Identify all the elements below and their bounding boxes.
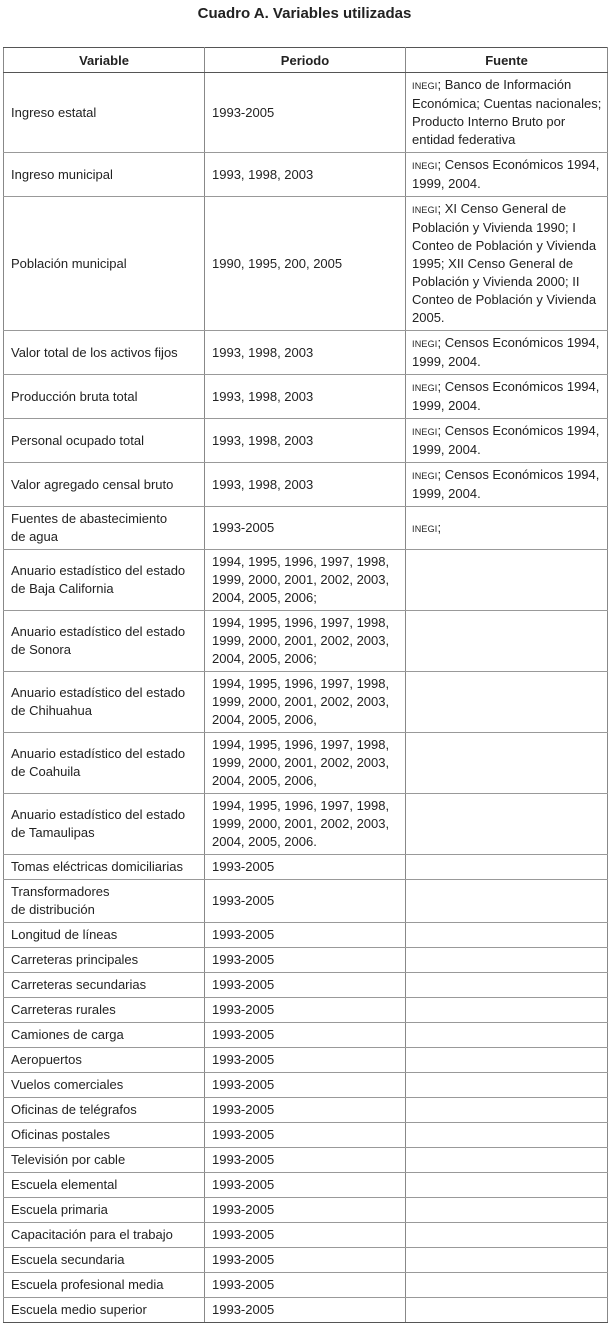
cell-periodo bbox=[205, 1173, 406, 1198]
variable-text: Anuario estadístico del estado de Baja California bbox=[11, 563, 186, 596]
periodo-text: 1993-2005 bbox=[212, 1102, 275, 1117]
fuente-prefix: INEGI bbox=[412, 523, 438, 534]
table-row bbox=[4, 197, 608, 331]
table-row bbox=[4, 794, 608, 855]
variable-text: Producción bruta total bbox=[11, 388, 138, 404]
periodo-text: 1993-2005 bbox=[212, 952, 275, 967]
fuente-text: ; bbox=[437, 519, 442, 535]
variable-text: Anuario estadístico del estado de Tamaulipas bbox=[11, 807, 186, 840]
cell-periodo bbox=[205, 1273, 406, 1298]
table-row bbox=[4, 1073, 608, 1098]
cell-periodo bbox=[205, 923, 406, 948]
variables-table bbox=[3, 47, 608, 1323]
cell-fuente bbox=[406, 1173, 608, 1198]
cell-variable bbox=[4, 611, 205, 672]
cell-fuente bbox=[406, 880, 608, 923]
fuente-text: ; Censos Económicos 1994, 1999, 2004. bbox=[412, 423, 600, 457]
table-row bbox=[4, 733, 608, 794]
cell-variable bbox=[4, 1173, 205, 1198]
table-row bbox=[4, 880, 608, 923]
cell-fuente bbox=[406, 611, 608, 672]
periodo-text: 1993-2005 bbox=[212, 1077, 275, 1092]
table-row bbox=[4, 1048, 608, 1073]
fuente-prefix: INEGI bbox=[412, 471, 438, 481]
cell-fuente bbox=[406, 1098, 608, 1123]
periodo-text: 1993-2005 bbox=[212, 1127, 275, 1142]
variable-text: Escuela elemental bbox=[11, 1177, 118, 1192]
cell-variable bbox=[4, 550, 205, 611]
cell-fuente bbox=[406, 197, 608, 331]
header-fuente: Fuente bbox=[406, 48, 608, 73]
variable-text: Escuela secundaria bbox=[11, 1252, 125, 1267]
cell-fuente bbox=[406, 1123, 608, 1148]
cell-periodo bbox=[205, 331, 406, 375]
fuente-prefix: INEGI bbox=[412, 427, 438, 437]
periodo-text: 1993-2005 bbox=[212, 1302, 275, 1317]
cell-periodo bbox=[205, 1148, 406, 1173]
variable-text: Aeropuertos bbox=[11, 1052, 82, 1067]
table-row bbox=[4, 1148, 608, 1173]
cell-fuente bbox=[406, 331, 608, 375]
cell-periodo bbox=[205, 948, 406, 973]
cell-variable bbox=[4, 1148, 205, 1173]
header-variable: Variable bbox=[4, 48, 205, 73]
cell-variable bbox=[4, 672, 205, 733]
table-row bbox=[4, 1173, 608, 1198]
cell-periodo bbox=[205, 794, 406, 855]
cell-fuente bbox=[406, 794, 608, 855]
cell-variable bbox=[4, 1298, 205, 1323]
periodo-text: 1993-2005 bbox=[212, 1227, 275, 1242]
table-header-row bbox=[4, 48, 608, 73]
header-periodo: Periodo bbox=[205, 48, 406, 73]
periodo-text: 1993, 1998, 2003 bbox=[212, 344, 314, 360]
cell-fuente bbox=[406, 733, 608, 794]
variable-text: Televisión por cable bbox=[11, 1152, 126, 1167]
cell-variable bbox=[4, 855, 205, 880]
cell-fuente bbox=[406, 73, 608, 153]
cell-periodo bbox=[205, 1123, 406, 1148]
table-row bbox=[4, 948, 608, 973]
table-row bbox=[4, 611, 608, 672]
cell-periodo bbox=[205, 880, 406, 923]
cell-fuente bbox=[406, 1023, 608, 1048]
cell-variable bbox=[4, 419, 205, 463]
cell-variable bbox=[4, 1098, 205, 1123]
cell-fuente bbox=[406, 1273, 608, 1298]
cell-periodo bbox=[205, 998, 406, 1023]
cell-periodo bbox=[205, 973, 406, 998]
cell-variable bbox=[4, 1123, 205, 1148]
table-row bbox=[4, 550, 608, 611]
table-row bbox=[4, 1273, 608, 1298]
variable-text: Escuela profesional media bbox=[11, 1277, 164, 1292]
periodo-text: 1994, 1995, 1996, 1997, 1998, 1999, 2000, 2001, 2002, 2003, 2004, 2005, 2006, bbox=[212, 676, 390, 727]
table-row bbox=[4, 1123, 608, 1148]
cell-fuente bbox=[406, 948, 608, 973]
cell-variable bbox=[4, 794, 205, 855]
periodo-text: 1993-2005 bbox=[212, 1052, 275, 1067]
cell-fuente bbox=[406, 1198, 608, 1223]
cell-periodo bbox=[205, 507, 406, 550]
table-row bbox=[4, 1223, 608, 1248]
variable-text: Fuentes de abastecimiento de agua bbox=[11, 511, 168, 544]
cell-fuente bbox=[406, 1248, 608, 1273]
variable-text: Población municipal bbox=[11, 255, 127, 271]
cell-periodo bbox=[205, 1198, 406, 1223]
cell-fuente bbox=[406, 1073, 608, 1098]
cell-variable bbox=[4, 1223, 205, 1248]
periodo-text: 1993-2005 bbox=[212, 1177, 275, 1192]
cell-fuente bbox=[406, 463, 608, 507]
periodo-text: 1993, 1998, 2003 bbox=[212, 388, 314, 404]
periodo-text: 1993-2005 bbox=[212, 893, 275, 908]
cell-periodo bbox=[205, 733, 406, 794]
table-row bbox=[4, 855, 608, 880]
periodo-text: 1993-2005 bbox=[212, 1002, 275, 1017]
cell-variable bbox=[4, 1198, 205, 1223]
cell-periodo bbox=[205, 1223, 406, 1248]
cell-variable bbox=[4, 507, 205, 550]
cell-periodo bbox=[205, 1248, 406, 1273]
periodo-text: 1993, 1998, 2003 bbox=[212, 432, 314, 448]
fuente-prefix: INEGI bbox=[412, 161, 438, 171]
periodo-text: 1993-2005 bbox=[212, 1027, 275, 1042]
variable-text: Oficinas de telégrafos bbox=[11, 1102, 137, 1117]
cell-variable bbox=[4, 880, 205, 923]
cell-periodo bbox=[205, 419, 406, 463]
cell-fuente bbox=[406, 1223, 608, 1248]
variable-text: Vuelos comerciales bbox=[11, 1077, 124, 1092]
variable-text: Escuela primaria bbox=[11, 1202, 108, 1217]
cell-fuente bbox=[406, 672, 608, 733]
cell-periodo bbox=[205, 611, 406, 672]
cell-fuente bbox=[406, 1298, 608, 1323]
variable-text: Ingreso estatal bbox=[11, 104, 97, 120]
variable-text: Anuario estadístico del estado de Sonora bbox=[11, 624, 186, 657]
cell-periodo bbox=[205, 153, 406, 197]
cell-variable bbox=[4, 923, 205, 948]
cell-periodo bbox=[205, 375, 406, 419]
cell-fuente bbox=[406, 855, 608, 880]
fuente-prefix: INEGI bbox=[412, 81, 438, 91]
table-title: Cuadro A. Variables utilizadas bbox=[197, 5, 412, 22]
cell-periodo bbox=[205, 197, 406, 331]
cell-variable bbox=[4, 733, 205, 794]
periodo-text: 1993-2005 bbox=[212, 520, 275, 535]
cell-fuente bbox=[406, 1048, 608, 1073]
table-row bbox=[4, 73, 608, 153]
periodo-text: 1994, 1995, 1996, 1997, 1998, 1999, 2000, 2001, 2002, 2003, 2004, 2005, 2006. bbox=[212, 798, 390, 849]
variable-text: Ingreso municipal bbox=[11, 166, 113, 182]
cell-fuente bbox=[406, 923, 608, 948]
cell-variable bbox=[4, 463, 205, 507]
cell-variable bbox=[4, 375, 205, 419]
cell-variable bbox=[4, 197, 205, 331]
cell-variable bbox=[4, 973, 205, 998]
cell-fuente bbox=[406, 550, 608, 611]
table-row bbox=[4, 331, 608, 375]
cell-variable bbox=[4, 1273, 205, 1298]
cell-periodo bbox=[205, 1023, 406, 1048]
table-row bbox=[4, 1098, 608, 1123]
variable-text: Valor total de los activos fijos bbox=[11, 344, 178, 360]
cell-periodo bbox=[205, 73, 406, 153]
fuente-text: ; Censos Económicos 1994, 1999, 2004. bbox=[412, 467, 600, 501]
cell-variable bbox=[4, 998, 205, 1023]
variable-text: Tomas eléctricas domiciliarias bbox=[11, 859, 183, 874]
variable-text: Carreteras principales bbox=[11, 952, 139, 967]
table-row bbox=[4, 973, 608, 998]
periodo-text: 1993-2005 bbox=[212, 859, 275, 874]
fuente-text: ; XI Censo General de Población y Vivienda 1990; I Conteo de Población y Vivienda 1995; XII Censo General de Población y Vivienda 2000; II Conteo de Población y Vivienda 2005. bbox=[412, 201, 597, 325]
table-row bbox=[4, 998, 608, 1023]
variable-text: Transformadores de distribución bbox=[11, 884, 110, 917]
table-row bbox=[4, 153, 608, 197]
periodo-text: 1993-2005 bbox=[212, 977, 275, 992]
variable-text: Personal ocupado total bbox=[11, 432, 144, 448]
variable-text: Carreteras rurales bbox=[11, 1002, 116, 1017]
cell-variable bbox=[4, 1248, 205, 1273]
table-row bbox=[4, 1248, 608, 1273]
periodo-text: 1993-2005 bbox=[212, 1252, 275, 1267]
cell-fuente bbox=[406, 419, 608, 463]
cell-periodo bbox=[205, 463, 406, 507]
table-body bbox=[4, 73, 608, 1323]
periodo-text: 1993, 1998, 2003 bbox=[212, 166, 314, 182]
fuente-text: ; Censos Económicos 1994, 1999, 2004. bbox=[412, 335, 600, 369]
fuente-prefix: INEGI bbox=[412, 383, 438, 393]
fuente-text: ; Censos Económicos 1994, 1999, 2004. bbox=[412, 157, 600, 191]
cell-fuente bbox=[406, 507, 608, 550]
periodo-text: 1993-2005 bbox=[212, 1277, 275, 1292]
cell-variable bbox=[4, 73, 205, 153]
cell-variable bbox=[4, 153, 205, 197]
cell-fuente bbox=[406, 153, 608, 197]
cell-variable bbox=[4, 948, 205, 973]
cell-periodo bbox=[205, 1073, 406, 1098]
cell-periodo bbox=[205, 855, 406, 880]
variable-text: Oficinas postales bbox=[11, 1127, 110, 1142]
table-row bbox=[4, 463, 608, 507]
cell-variable bbox=[4, 331, 205, 375]
variable-text: Carreteras secundarias bbox=[11, 977, 147, 992]
cell-periodo bbox=[205, 1298, 406, 1323]
table-row bbox=[4, 507, 608, 550]
variable-text: Capacitación para el trabajo bbox=[11, 1227, 173, 1242]
table-row bbox=[4, 1198, 608, 1223]
table-row bbox=[4, 923, 608, 948]
cell-variable bbox=[4, 1073, 205, 1098]
periodo-text: 1993-2005 bbox=[212, 1202, 275, 1217]
cell-variable bbox=[4, 1048, 205, 1073]
periodo-text: 1993-2005 bbox=[212, 104, 275, 120]
cell-fuente bbox=[406, 1148, 608, 1173]
periodo-text: 1994, 1995, 1996, 1997, 1998, 1999, 2000, 2001, 2002, 2003, 2004, 2005, 2006; bbox=[212, 554, 390, 605]
cell-periodo bbox=[205, 672, 406, 733]
periodo-text: 1993-2005 bbox=[212, 927, 275, 942]
variable-text: Anuario estadístico del estado de Coahuila bbox=[11, 746, 186, 779]
periodo-text: 1994, 1995, 1996, 1997, 1998, 1999, 2000, 2001, 2002, 2003, 2004, 2005, 2006; bbox=[212, 615, 390, 666]
variable-text: Valor agregado censal bruto bbox=[11, 476, 174, 492]
table-row bbox=[4, 672, 608, 733]
periodo-text: 1994, 1995, 1996, 1997, 1998, 1999, 2000, 2001, 2002, 2003, 2004, 2005, 2006, bbox=[212, 737, 390, 788]
table-row bbox=[4, 419, 608, 463]
fuente-text: ; Censos Económicos 1994, 1999, 2004. bbox=[412, 379, 600, 413]
fuente-prefix: INEGI bbox=[412, 339, 438, 349]
fuente-prefix: INEGI bbox=[412, 205, 438, 215]
variable-text: Anuario estadístico del estado de Chihuahua bbox=[11, 685, 186, 718]
cell-fuente bbox=[406, 973, 608, 998]
table-row bbox=[4, 375, 608, 419]
periodo-text: 1993-2005 bbox=[212, 1152, 275, 1167]
cell-fuente bbox=[406, 998, 608, 1023]
cell-variable bbox=[4, 1023, 205, 1048]
variable-text: Camiones de carga bbox=[11, 1027, 124, 1042]
table-row bbox=[4, 1298, 608, 1323]
cell-periodo bbox=[205, 1048, 406, 1073]
table-row bbox=[4, 1023, 608, 1048]
variable-text: Longitud de líneas bbox=[11, 927, 118, 942]
periodo-text: 1993, 1998, 2003 bbox=[212, 476, 314, 492]
cell-periodo bbox=[205, 550, 406, 611]
variable-text: Escuela medio superior bbox=[11, 1302, 147, 1317]
cell-periodo bbox=[205, 1098, 406, 1123]
cell-fuente bbox=[406, 375, 608, 419]
fuente-text: ; Banco de Información Económica; Cuentas nacionales; Producto Interno Bruto por entidad federativa bbox=[412, 77, 602, 147]
periodo-text: 1990, 1995, 200, 2005 bbox=[212, 255, 343, 271]
